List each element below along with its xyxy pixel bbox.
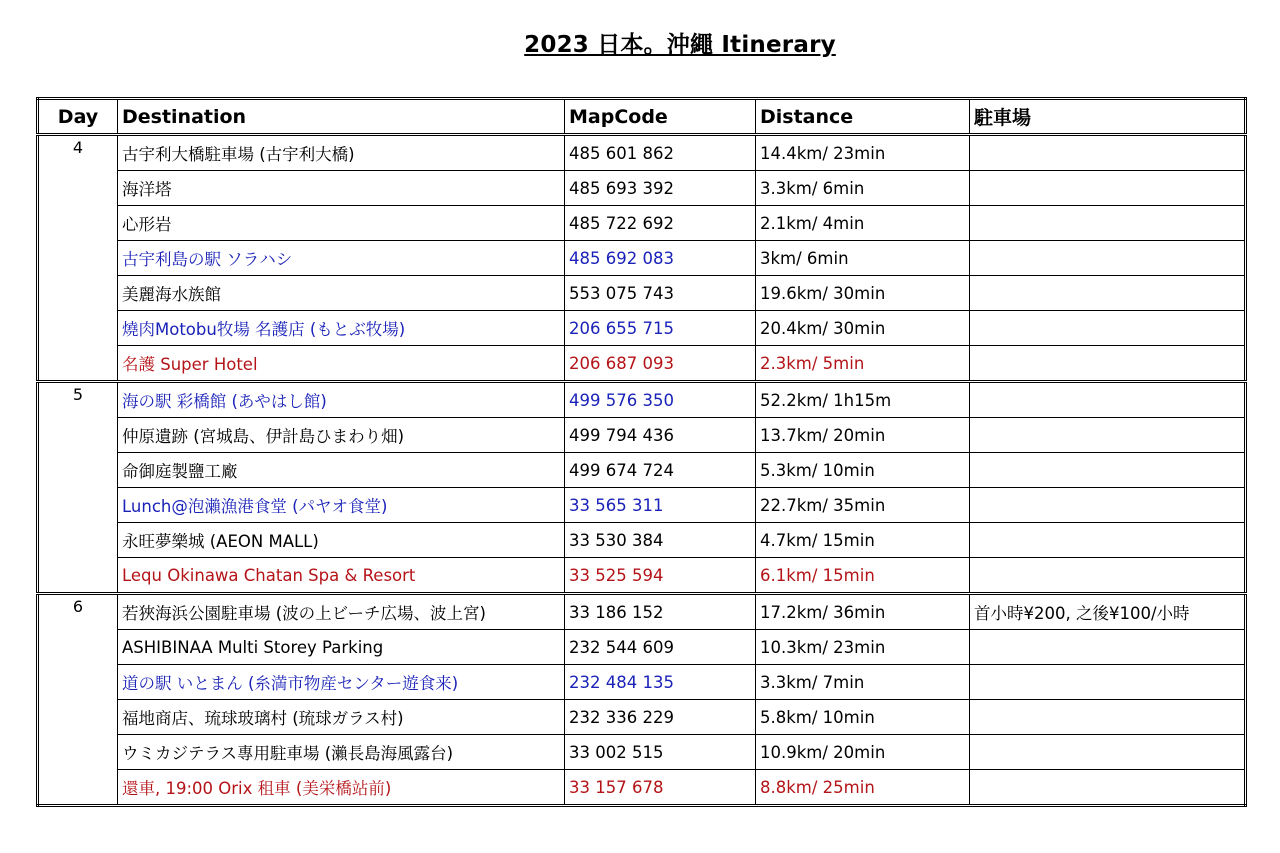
distance-cell: 52.2km/ 1h15m [756,382,970,418]
mapcode-cell: 33 157 678 [565,770,756,806]
header-day: Day [38,99,118,135]
mapcode-cell: 33 002 515 [565,735,756,770]
destination-cell: 福地商店、琉球玻璃村 (琉球ガラス村) [118,700,565,735]
mapcode-cell: 33 525 594 [565,558,756,594]
mapcode-cell: 232 484 135 [565,665,756,700]
distance-cell: 20.4km/ 30min [756,311,970,346]
parking-cell [970,770,1246,806]
header-destination: Destination [118,99,565,135]
parking-cell [970,735,1246,770]
destination-cell: 古宇利大橋駐車場 (古宇利大橋) [118,135,565,171]
table-row [38,135,1246,171]
destination-cell: Lequ Okinawa Chatan Spa & Resort [118,558,565,594]
mapcode-cell: 33 565 311 [565,488,756,523]
parking-cell [970,665,1246,700]
header-parking: 駐車場 [970,99,1246,135]
distance-cell: 22.7km/ 35min [756,488,970,523]
destination-cell: 道の駅 いとまん (糸満市物産センター遊食来) [118,665,565,700]
distance-cell: 3km/ 6min [756,241,970,276]
distance-cell: 4.7km/ 15min [756,523,970,558]
table-row [38,665,1246,700]
destination-cell: Lunch@泡瀨漁港食堂 (パヤオ食堂) [118,488,565,523]
mapcode-cell: 206 655 715 [565,311,756,346]
table-row [38,382,1246,418]
destination-cell: 古宇利島の駅 ソラハシ [118,241,565,276]
table-row [38,346,1246,382]
header-row [38,99,1246,135]
distance-cell: 2.3km/ 5min [756,346,970,382]
destination-cell: 海の駅 彩橋館 (あやはし館) [118,382,565,418]
parking-cell [970,276,1246,311]
destination-cell: 永旺夢樂城 (AEON MALL) [118,523,565,558]
destination-cell: 美麗海水族館 [118,276,565,311]
destination-cell: 仲原遺跡 (宮城島、伊計島ひまわり畑) [118,418,565,453]
parking-cell: 首小時¥200, 之後¥100/小時 [970,594,1246,630]
parking-cell [970,382,1246,418]
parking-cell [970,700,1246,735]
distance-cell: 2.1km/ 4min [756,206,970,241]
distance-cell: 8.8km/ 25min [756,770,970,806]
parking-cell [970,241,1246,276]
table-row [38,206,1246,241]
day-cell: 5 [38,382,118,594]
table-row [38,735,1246,770]
mapcode-cell: 485 601 862 [565,135,756,171]
destination-cell: 還車, 19:00 Orix 租車 (美栄橋站前) [118,770,565,806]
distance-cell: 5.8km/ 10min [756,700,970,735]
table-row [38,700,1246,735]
distance-cell: 3.3km/ 6min [756,171,970,206]
mapcode-cell: 499 576 350 [565,382,756,418]
parking-cell [970,453,1246,488]
table-row [38,453,1246,488]
mapcode-cell: 553 075 743 [565,276,756,311]
header-mapcode: MapCode [565,99,756,135]
table-row [38,594,1246,630]
itinerary-body [38,135,1246,806]
destination-cell: 燒肉Motobu牧場 名護店 (もとぶ牧場) [118,311,565,346]
itinerary-table [36,97,1247,807]
destination-cell: ウミカジテラス專用駐車場 (瀨長島海風露台) [118,735,565,770]
destination-cell: ASHIBINAA Multi Storey Parking [118,630,565,665]
table-row [38,276,1246,311]
day-cell: 4 [38,135,118,382]
table-row [38,770,1246,806]
parking-cell [970,418,1246,453]
header-distance: Distance [756,99,970,135]
mapcode-cell: 485 692 083 [565,241,756,276]
parking-cell [970,346,1246,382]
mapcode-cell: 33 186 152 [565,594,756,630]
parking-cell [970,311,1246,346]
mapcode-cell: 232 336 229 [565,700,756,735]
table-row [38,241,1246,276]
distance-cell: 17.2km/ 36min [756,594,970,630]
destination-cell: 名護 Super Hotel [118,346,565,382]
distance-cell: 14.4km/ 23min [756,135,970,171]
table-row [38,488,1246,523]
parking-cell [970,488,1246,523]
destination-cell: 命御庭製鹽工廠 [118,453,565,488]
table-row [38,418,1246,453]
mapcode-cell: 499 794 436 [565,418,756,453]
distance-cell: 3.3km/ 7min [756,665,970,700]
table-row [38,311,1246,346]
mapcode-cell: 33 530 384 [565,523,756,558]
distance-cell: 19.6km/ 30min [756,276,970,311]
mapcode-cell: 499 674 724 [565,453,756,488]
parking-cell [970,206,1246,241]
day-cell: 6 [38,594,118,806]
parking-cell [970,523,1246,558]
table-row [38,523,1246,558]
mapcode-cell: 485 722 692 [565,206,756,241]
parking-cell [970,171,1246,206]
distance-cell: 13.7km/ 20min [756,418,970,453]
destination-cell: 若狹海浜公園駐車場 (波の上ビーチ広場、波上宮) [118,594,565,630]
parking-cell [970,630,1246,665]
table-row [38,171,1246,206]
destination-cell: 海洋塔 [118,171,565,206]
distance-cell: 10.3km/ 23min [756,630,970,665]
mapcode-cell: 232 544 609 [565,630,756,665]
mapcode-cell: 206 687 093 [565,346,756,382]
distance-cell: 6.1km/ 15min [756,558,970,594]
distance-cell: 5.3km/ 10min [756,453,970,488]
page-title: 2023 日本。沖繩 Itinerary [524,32,836,58]
parking-cell [970,558,1246,594]
distance-cell: 10.9km/ 20min [756,735,970,770]
mapcode-cell: 485 693 392 [565,171,756,206]
parking-cell [970,135,1246,171]
table-row [38,630,1246,665]
table-row [38,558,1246,594]
destination-cell: 心形岩 [118,206,565,241]
